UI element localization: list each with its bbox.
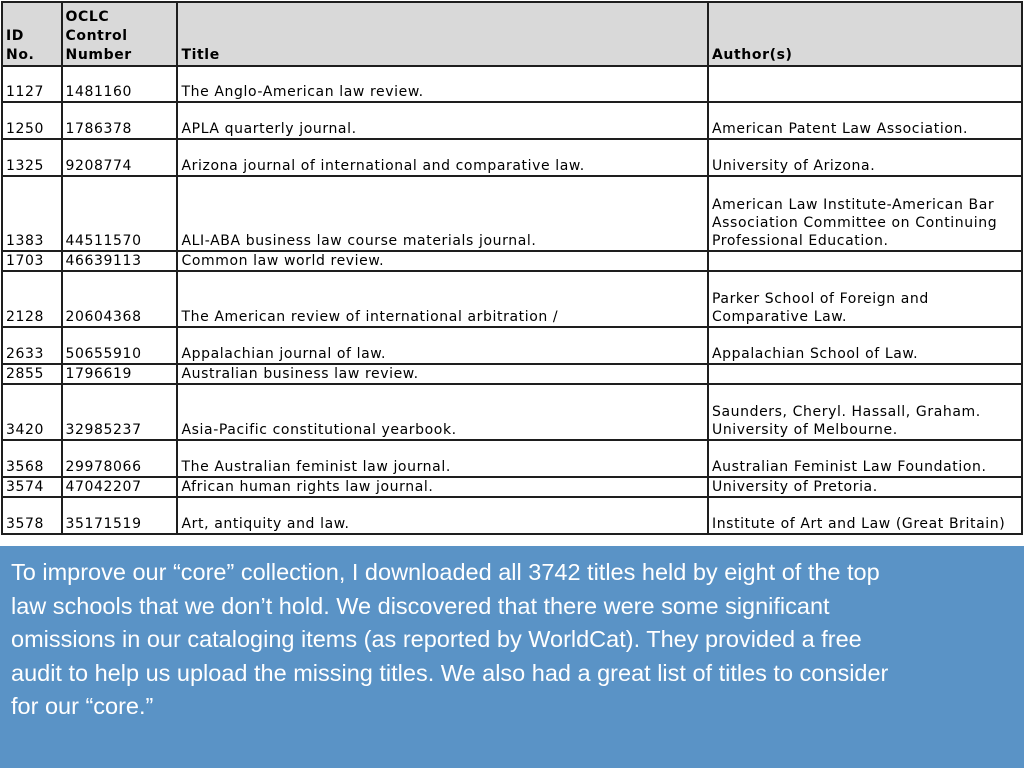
table-row [2, 102, 1022, 139]
cell-author: Saunders, Cheryl. Hassall, Graham. University of Melbourne. [708, 384, 1022, 440]
header-author: Author(s) [708, 2, 1022, 66]
cell-author: Parker School of Foreign and Comparative Law. [708, 271, 1022, 327]
cell-title: Art, antiquity and law. [177, 497, 708, 534]
cell-title: ALI-ABA business law course materials journal. [177, 176, 708, 251]
cell-id: 3578 [2, 497, 62, 534]
cell-id: 1325 [2, 139, 62, 176]
cell-author [708, 251, 1022, 271]
table-header-row [2, 2, 1022, 66]
cell-title: African human rights law journal. [177, 477, 708, 497]
cell-author: American Law Institute-American Bar Association Committee on Continuing Professional Education. [708, 176, 1022, 251]
cell-author: Australian Feminist Law Foundation. [708, 440, 1022, 477]
table-row [2, 497, 1022, 534]
cell-author: University of Arizona. [708, 139, 1022, 176]
cell-author: American Patent Law Association. [708, 102, 1022, 139]
cell-id: 2855 [2, 364, 62, 384]
header-oclc: OCLC Control Number [62, 2, 178, 66]
cell-author: Appalachian School of Law. [708, 327, 1022, 364]
cell-oclc: 50655910 [62, 327, 178, 364]
cell-id: 1250 [2, 102, 62, 139]
table-row [2, 271, 1022, 327]
table-row [2, 66, 1022, 102]
cell-id: 3568 [2, 440, 62, 477]
header-title: Title [177, 2, 708, 66]
table-row [2, 327, 1022, 364]
cell-author [708, 66, 1022, 102]
table-row [2, 139, 1022, 176]
cell-oclc: 1481160 [62, 66, 178, 102]
cell-id: 1383 [2, 176, 62, 251]
cell-oclc: 46639113 [62, 251, 178, 271]
cell-title: The Australian feminist law journal. [177, 440, 708, 477]
cell-oclc: 47042207 [62, 477, 178, 497]
table-row [2, 440, 1022, 477]
cell-oclc: 29978066 [62, 440, 178, 477]
cell-oclc: 1796619 [62, 364, 178, 384]
cell-id: 2128 [2, 271, 62, 327]
cell-title: The American review of international arbitration / [177, 271, 708, 327]
cell-title: Appalachian journal of law. [177, 327, 708, 364]
cell-id: 2633 [2, 327, 62, 364]
cell-title: Common law world review. [177, 251, 708, 271]
cell-title: Australian business law review. [177, 364, 708, 384]
cell-oclc: 1786378 [62, 102, 178, 139]
caption-text: To improve our “core” collection, I downloaded all 3742 titles held by eight of the top law schools that we don’t hold. We discovered that there were some significant omissions in our cataloging items (as reported by WorldCat). They provided a free audit to help us upload the missing titles. We also had a great list of titles to consider for our “core.” [11, 559, 889, 719]
cell-id: 3574 [2, 477, 62, 497]
cell-oclc: 9208774 [62, 139, 178, 176]
titles-table [1, 1, 1023, 535]
cell-oclc: 20604368 [62, 271, 178, 327]
cell-author [708, 364, 1022, 384]
cell-title: The Anglo-American law review. [177, 66, 708, 102]
cell-id: 1703 [2, 251, 62, 271]
caption-box [0, 546, 1024, 768]
cell-oclc: 44511570 [62, 176, 178, 251]
cell-oclc: 35171519 [62, 497, 178, 534]
cell-title: Arizona journal of international and comparative law. [177, 139, 708, 176]
table-row [2, 176, 1022, 251]
header-id: ID No. [2, 2, 62, 66]
table-row [2, 384, 1022, 440]
table-row [2, 477, 1022, 497]
cell-author: Institute of Art and Law (Great Britain) [708, 497, 1022, 534]
cell-id: 3420 [2, 384, 62, 440]
cell-author: University of Pretoria. [708, 477, 1022, 497]
cell-title: Asia-Pacific constitutional yearbook. [177, 384, 708, 440]
table-row [2, 364, 1022, 384]
table-row [2, 251, 1022, 271]
cell-oclc: 32985237 [62, 384, 178, 440]
cell-title: APLA quarterly journal. [177, 102, 708, 139]
cell-id: 1127 [2, 66, 62, 102]
